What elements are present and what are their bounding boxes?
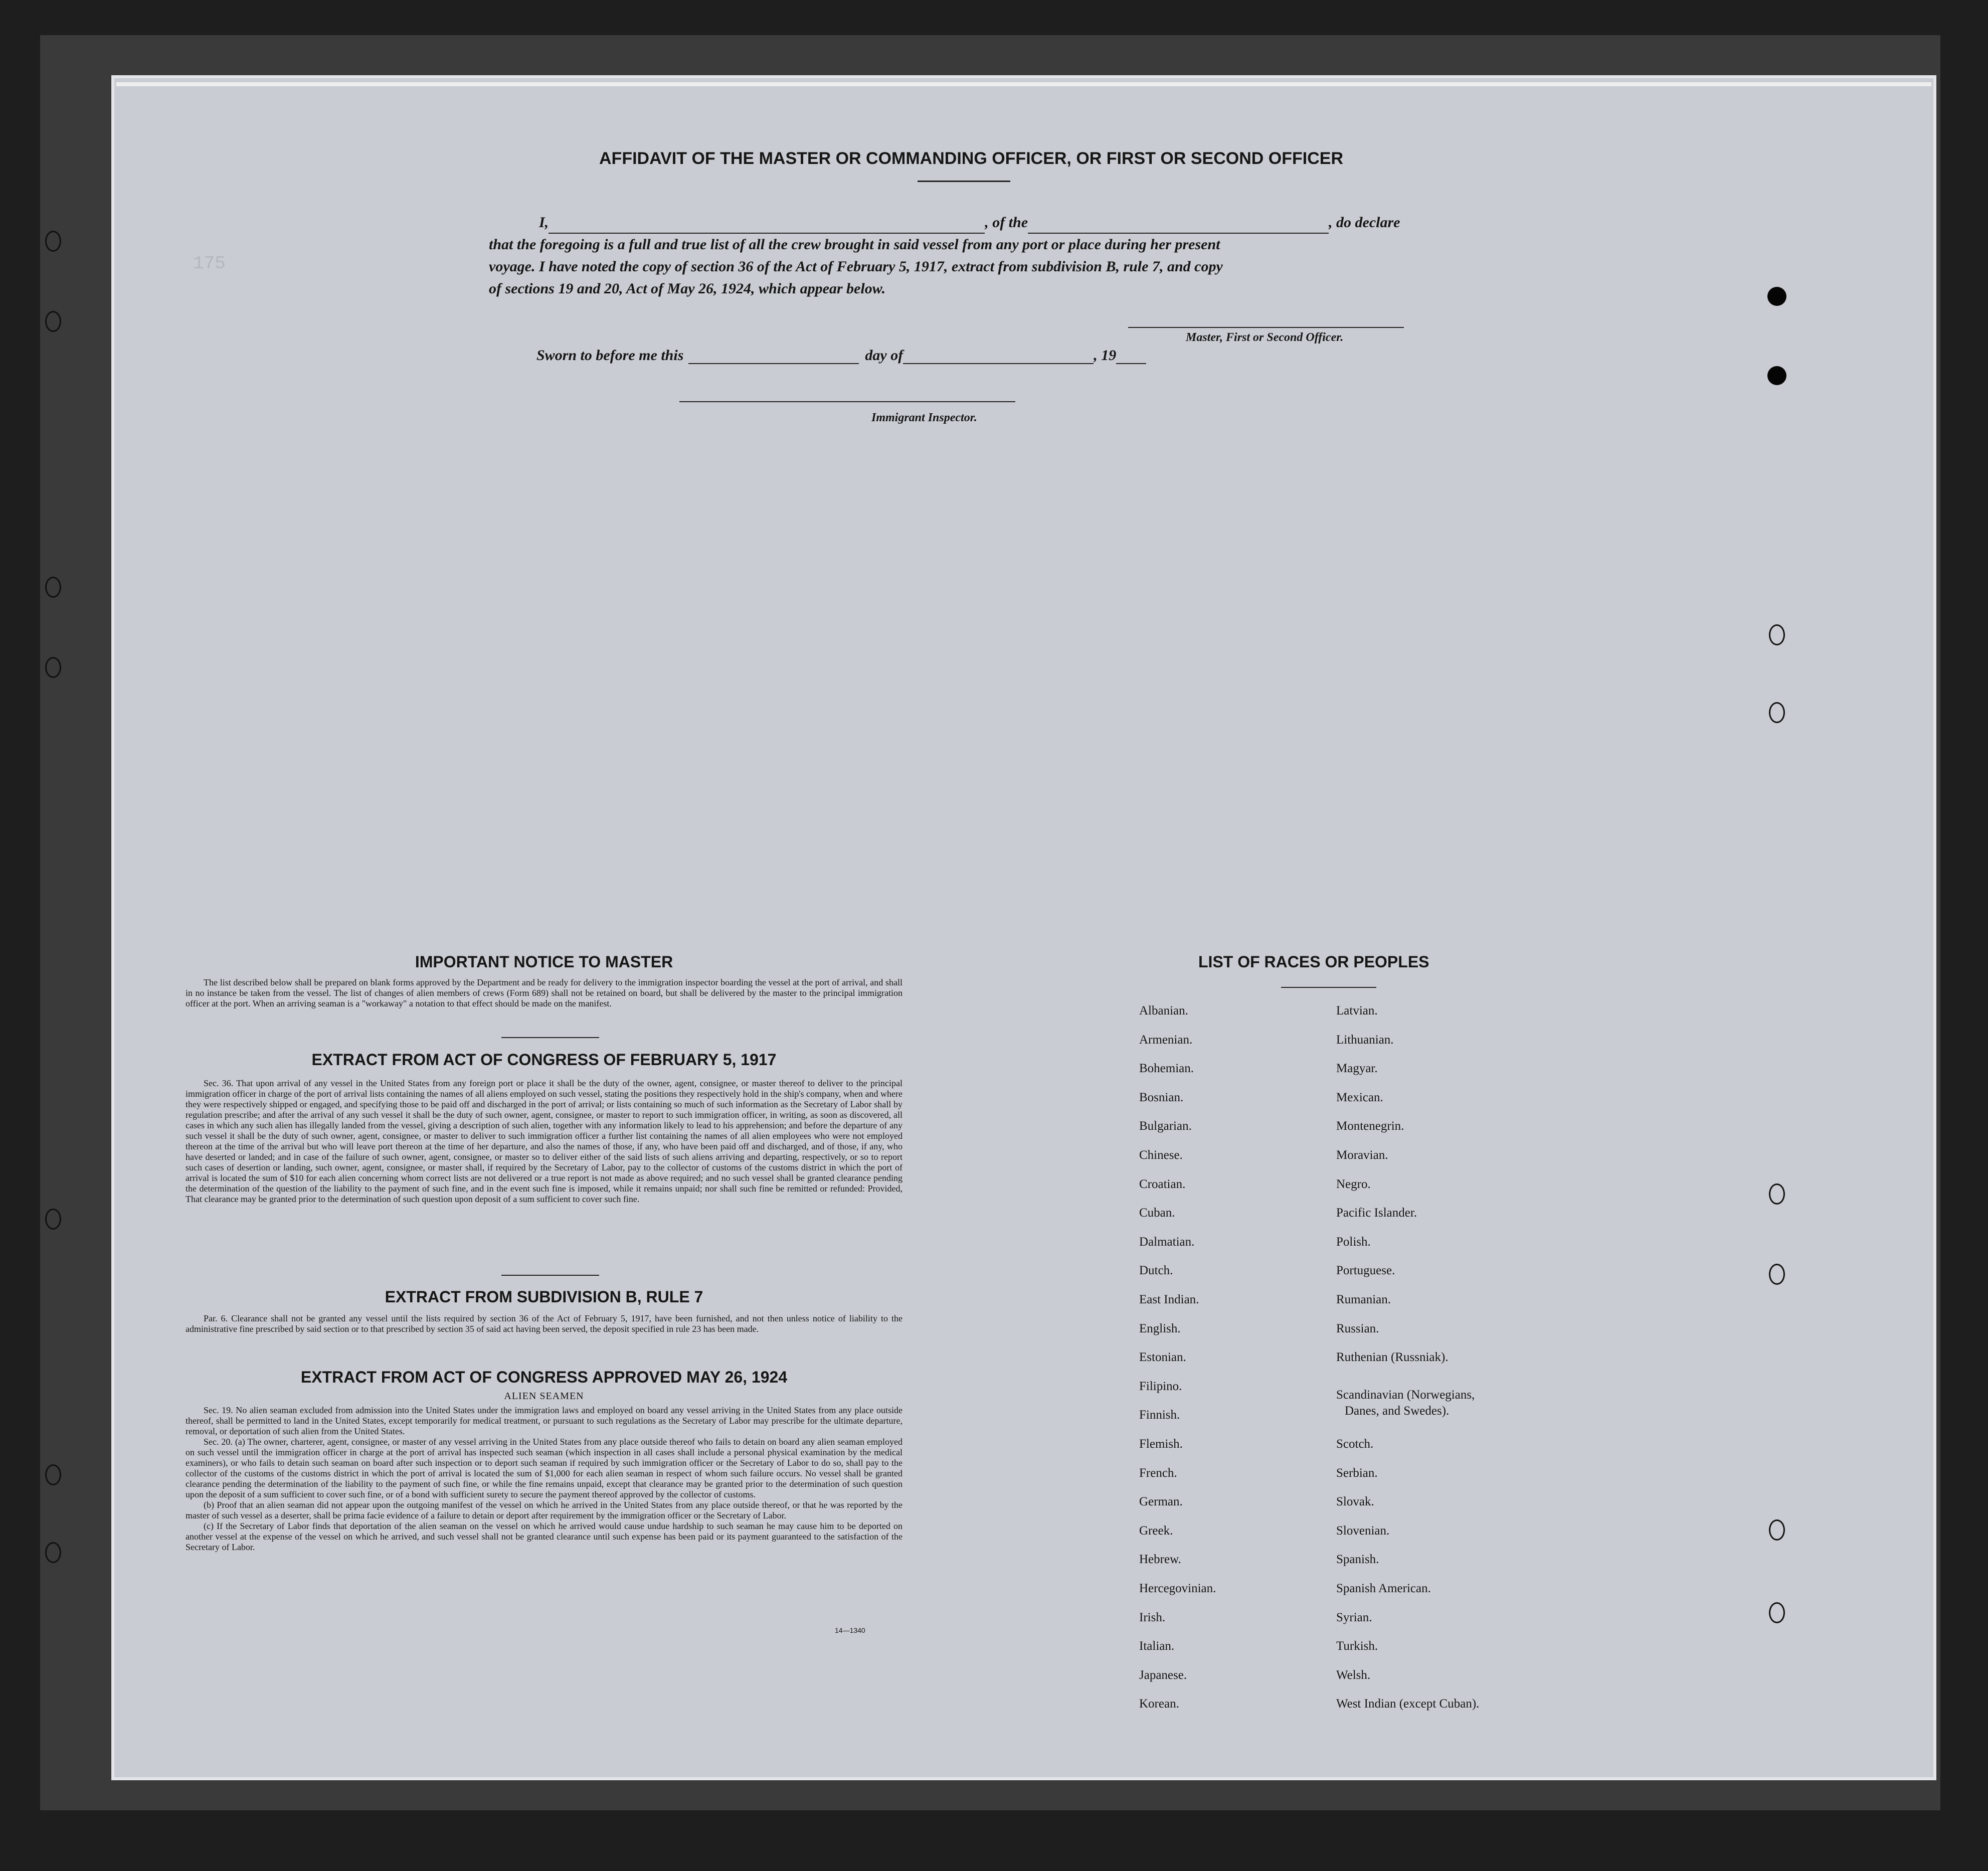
race-item: English. bbox=[1139, 1321, 1181, 1335]
rule7-title: EXTRACT FROM SUBDIVISION B, RULE 7 bbox=[385, 1288, 703, 1306]
race-item: Japanese. bbox=[1139, 1668, 1187, 1682]
sworn-label: Sworn to before me this bbox=[536, 347, 684, 364]
race-item: Hebrew. bbox=[1139, 1553, 1181, 1567]
race-item: Dutch. bbox=[1139, 1264, 1173, 1278]
ring-hole bbox=[45, 657, 61, 678]
extract-1924-title: EXTRACT FROM ACT OF CONGRESS APPROVED MAY 26, 1924 bbox=[300, 1368, 788, 1386]
ring-hole bbox=[45, 231, 61, 252]
race-item: Scotch. bbox=[1336, 1437, 1374, 1451]
i-label: I, bbox=[539, 214, 549, 231]
affidavit-line3: voyage. I have noted the copy of section 36 of the Act of February 5, 1917, extract from subdivision B, rule 7, and copy bbox=[489, 258, 1223, 275]
title-rule bbox=[918, 181, 1010, 182]
race-item: Hercegovinian. bbox=[1139, 1582, 1216, 1595]
extract-1917-section bbox=[186, 1051, 902, 1205]
race-item: Slovenian. bbox=[1336, 1523, 1390, 1538]
race-item: Turkish. bbox=[1336, 1639, 1378, 1653]
section-rule bbox=[501, 1037, 599, 1038]
race-item: Syrian. bbox=[1336, 1610, 1372, 1624]
race-item: West Indian (except Cuban). bbox=[1336, 1697, 1480, 1711]
ring-hole bbox=[1769, 1183, 1785, 1205]
affidavit-line1 bbox=[489, 212, 1441, 234]
extract-1924-p1: Sec. 19. No alien seaman excluded from admission into the United States under the immigration laws and employed on board any vessel arriving in the United States from any place outside thereof, shall be permitted to land in the United States, except temporarily for medical treatment, or pursuant to such regulations as the Secretary of Labor may prescribe for the ultimate departure, removal, or deportation of such alien from the United States. bbox=[186, 1405, 902, 1436]
of-the-label: , of the bbox=[985, 214, 1028, 231]
page-edge bbox=[116, 82, 1931, 86]
race-item: Armenian. bbox=[1139, 1033, 1193, 1047]
form-number: 14—1340 bbox=[835, 1626, 865, 1634]
races-rule bbox=[1281, 987, 1376, 988]
ring-hole bbox=[45, 1464, 61, 1485]
punch-hole bbox=[1767, 366, 1786, 385]
affidavit-title: AFFIDAVIT OF THE MASTER OR COMMANDING OFFICER, OR FIRST OR SECOND OFFICER bbox=[599, 149, 1343, 168]
ring-hole bbox=[45, 1209, 61, 1230]
sworn-month-blank[interactable] bbox=[903, 363, 1094, 364]
rule7-text-wrap bbox=[186, 1313, 902, 1334]
race-item: Irish. bbox=[1139, 1610, 1166, 1624]
race-item: Italian. bbox=[1139, 1639, 1175, 1653]
race-item: Estonian. bbox=[1139, 1350, 1186, 1365]
ring-hole bbox=[1769, 1519, 1785, 1541]
do-declare-label: , do declare bbox=[1329, 214, 1400, 231]
extract-1917-text-wrap bbox=[186, 1078, 902, 1205]
race-item: Dalmatian. bbox=[1139, 1235, 1195, 1249]
race-item: East Indian. bbox=[1139, 1293, 1199, 1306]
extract-1924-subtitle: ALIEN SEAMEN bbox=[504, 1391, 584, 1402]
ring-hole bbox=[45, 311, 61, 332]
master-signature-line[interactable] bbox=[1128, 327, 1404, 328]
race-item: Montenegrin. bbox=[1336, 1119, 1404, 1133]
notice-text: The list described below shall be prepared on blank forms approved by the Department and be ready for delivery to the immigration inspector boarding the vessel at the port of arrival, and shall in no instance be taken from the vessel. The list of changes of alien members of crews (Form 689) shall not be retained on board, but shall be delivered by the master to the principal immigration officer at the port. When an arriving seaman is a "workaway" a notation to that effect should be made on the manifest. bbox=[186, 977, 902, 1008]
affidavit-title-wrap bbox=[599, 149, 1343, 168]
race-item: Croatian. bbox=[1139, 1177, 1186, 1191]
extract-1924-p3: (b) Proof that an alien seaman did not appear upon the outgoing manifest of the vessel on which he arrived in the United States from any place outside thereof, or that he was reported by the master of such vessel as a deserter, shall be prima facie evidence of a failure to detain or deport after requirement by the immigration officer or the Secretary of Labor. bbox=[186, 1500, 902, 1520]
race-item: Magyar. bbox=[1336, 1062, 1378, 1076]
race-item: Mexican. bbox=[1336, 1090, 1383, 1104]
punch-hole bbox=[1767, 287, 1786, 306]
affidavit-line2: that the foregoing is a full and true list of all the crew brought in said vessel from any port or place during her present bbox=[489, 236, 1220, 253]
race-item: Welsh. bbox=[1336, 1668, 1371, 1682]
inspector-label: Immigrant Inspector. bbox=[871, 411, 977, 424]
race-item: Ruthenian (Russniak). bbox=[1336, 1350, 1449, 1365]
race-item: Spanish American. bbox=[1336, 1582, 1431, 1595]
notice-title: IMPORTANT NOTICE TO MASTER bbox=[415, 953, 673, 971]
races-title: LIST OF RACES OR PEOPLES bbox=[1198, 953, 1429, 971]
race-item: Serbian. bbox=[1336, 1466, 1378, 1480]
race-item: Bohemian. bbox=[1139, 1062, 1194, 1076]
master-signature-label: Master, First or Second Officer. bbox=[1186, 331, 1344, 344]
race-item: Korean. bbox=[1139, 1697, 1179, 1711]
day-of-label: day of bbox=[865, 347, 903, 364]
race-item: Slovak. bbox=[1336, 1495, 1374, 1509]
race-item: Moravian. bbox=[1336, 1148, 1388, 1162]
race-item: Greek. bbox=[1139, 1523, 1173, 1538]
race-item: Flemish. bbox=[1139, 1437, 1183, 1451]
race-item: Cuban. bbox=[1139, 1206, 1175, 1220]
extract-1917-text: Sec. 36. That upon arrival of any vessel in the United States from any foreign port or place it shall be the duty of the owner, agent, consignee, or master thereof to deliver to the principal immigration officer in charge of the port of arrival lists containing the names of all aliens employed on such vessel, stating the positions they respectively hold in the ship's company, when and where they were respectively shipped or engaged, and specifying those to be paid off and discharged in the port of arrival; or lists containing so much of such information as the Secretary of Labor shall by regulation prescribe; and after the arrival of any such vessel it shall be the duty of such owner, agent, consignee, or master to report to such immigration officer, in writing, as soon as discovered, all cases in which any such alien has illegally landed from the vessel, giving a description of such alien, together with any information likely to lead to his apprehension; and before the departure of any such vessel it shall be the duty of such owner, agent, consignee, or master to deliver to such immigration officer a further list containing the names of all alien employees who were not employed thereon at the time of the arrival but who will leave port thereon at the time of her departure, and also the names of those, if any, who have been paid off and discharged, and of those, if any, who have deserted or landed; and in case of the failure of such owner, agent, consignee, or master so to deliver either of the said lists of such aliens arriving and departing, respectively, or so to report such cases of desertion or landing, such owner, agent, consignee, or master shall, if required by the Secretary of Labor, pay to the collector of customs of the customs district in which the port of arrival is located the sum of $10 for each alien concerning whom correct lists are not delivered or a true report is not made as above required; and no such vessel shall be granted clearance pending the determination of the question of the liability to the payment of such fine, and in the event such fine is imposed, while it remains unpaid; nor shall such fine be remitted or refunded: Provided, That clearance may be granted prior to the determination of such question upon deposit of a sum sufficient to cover such fine. bbox=[186, 1078, 902, 1204]
ring-hole bbox=[45, 1542, 61, 1563]
rule7-section bbox=[186, 1288, 902, 1334]
race-item: Russian. bbox=[1336, 1321, 1379, 1335]
race-item: Negro. bbox=[1336, 1177, 1371, 1191]
race-item: Finnish. bbox=[1139, 1408, 1180, 1422]
sworn-day-blank[interactable] bbox=[688, 363, 859, 364]
race-item: Chinese. bbox=[1139, 1148, 1183, 1162]
race-item: Bulgarian. bbox=[1139, 1119, 1192, 1133]
affidavit-line4: of sections 19 and 20, Act of May 26, 1924, which appear below. bbox=[489, 280, 886, 297]
race-item: Lithuanian. bbox=[1336, 1033, 1394, 1047]
affidavit-body bbox=[489, 212, 1441, 300]
race-item: Polish. bbox=[1336, 1235, 1371, 1249]
page-mark: 175 bbox=[193, 253, 226, 274]
year-blank[interactable] bbox=[1116, 363, 1146, 364]
ring-hole bbox=[1769, 1264, 1785, 1285]
extract-1924-text bbox=[186, 1405, 902, 1553]
inspector-signature-line[interactable] bbox=[679, 401, 1015, 402]
ring-hole bbox=[1769, 624, 1785, 645]
race-item: Pacific Islander. bbox=[1336, 1206, 1417, 1220]
notice-section bbox=[186, 953, 902, 1009]
race-item: Albanian. bbox=[1139, 1004, 1188, 1017]
race-item: Bosnian. bbox=[1139, 1090, 1184, 1104]
extract-1924-p4: (c) If the Secretary of Labor finds that deportation of the alien seaman on the vessel on which he arrived would cause undue hardship to such seaman he may cause him to be deported on another vessel at the expense of the vessel on which he arrived, and such vessel shall not be granted clearance until such expense has been paid or its payment guaranteed to the satisfaction of the Secretary of Labor. bbox=[186, 1521, 902, 1552]
extract-1917-title: EXTRACT FROM ACT OF CONGRESS OF FEBRUARY 5, 1917 bbox=[311, 1051, 777, 1069]
race-item: Filipino. bbox=[1139, 1379, 1182, 1393]
race-item: German. bbox=[1139, 1495, 1183, 1509]
race-item: Latvian. bbox=[1336, 1004, 1378, 1017]
rule7-text: Par. 6. Clearance shall not be granted any vessel until the lists required by section 36 of the Act of February 5, 1917, have been furnished, and not then unless notice of liability to the administrative fine prescribed by said section or to that prescribed by section 35 of said act having been served, the deposit specified in rule 23 has been made. bbox=[186, 1313, 902, 1334]
races-title-wrap bbox=[1198, 953, 1429, 971]
ring-hole bbox=[1769, 702, 1785, 723]
sworn-line bbox=[536, 347, 1146, 364]
race-item: Danes, and Swedes). bbox=[1345, 1404, 1450, 1418]
section-rule bbox=[501, 1275, 599, 1276]
race-item: Scandinavian (Norwegians, bbox=[1336, 1388, 1475, 1402]
race-item: French. bbox=[1139, 1466, 1177, 1480]
extract-1924-p2: Sec. 20. (a) The owner, charterer, agent, consignee, or master of any vessel arriving in the United States from any place outside thereof who fails to detain on board any alien seaman employed on such vessel until the immigration officer in charge at the port of arrival has inspected such seaman (which inspection in all cases shall include a personal physical examination by the medical examiners), or who fails to detain such seaman on board after such inspection or to deport such seaman if required by such immigration officer or the Secretary of Labor to do so, shall pay to the collector of the customs of the customs district in which the port of arrival is located the sum of $1,000 for each alien seaman in respect of whom such failure occurs. No vessel shall be granted clearance pending the determination of the liability to the payment of such fine, or while the fine remains unpaid, except that clearance may be granted prior to the determination of such question upon the deposit of a sum sufficient to cover such fine, or of a bond with sufficient surety to secure the payment thereof approved by the collector of customs. bbox=[186, 1437, 902, 1499]
ring-hole bbox=[45, 577, 61, 598]
year-label: , 19 bbox=[1094, 347, 1117, 364]
extract-1924-section bbox=[186, 1368, 902, 1553]
race-item: Spanish. bbox=[1336, 1553, 1379, 1567]
ring-hole bbox=[1769, 1602, 1785, 1623]
race-item: Rumanian. bbox=[1336, 1293, 1391, 1306]
race-item: Portuguese. bbox=[1336, 1264, 1395, 1278]
notice-text-wrap bbox=[186, 977, 902, 1009]
